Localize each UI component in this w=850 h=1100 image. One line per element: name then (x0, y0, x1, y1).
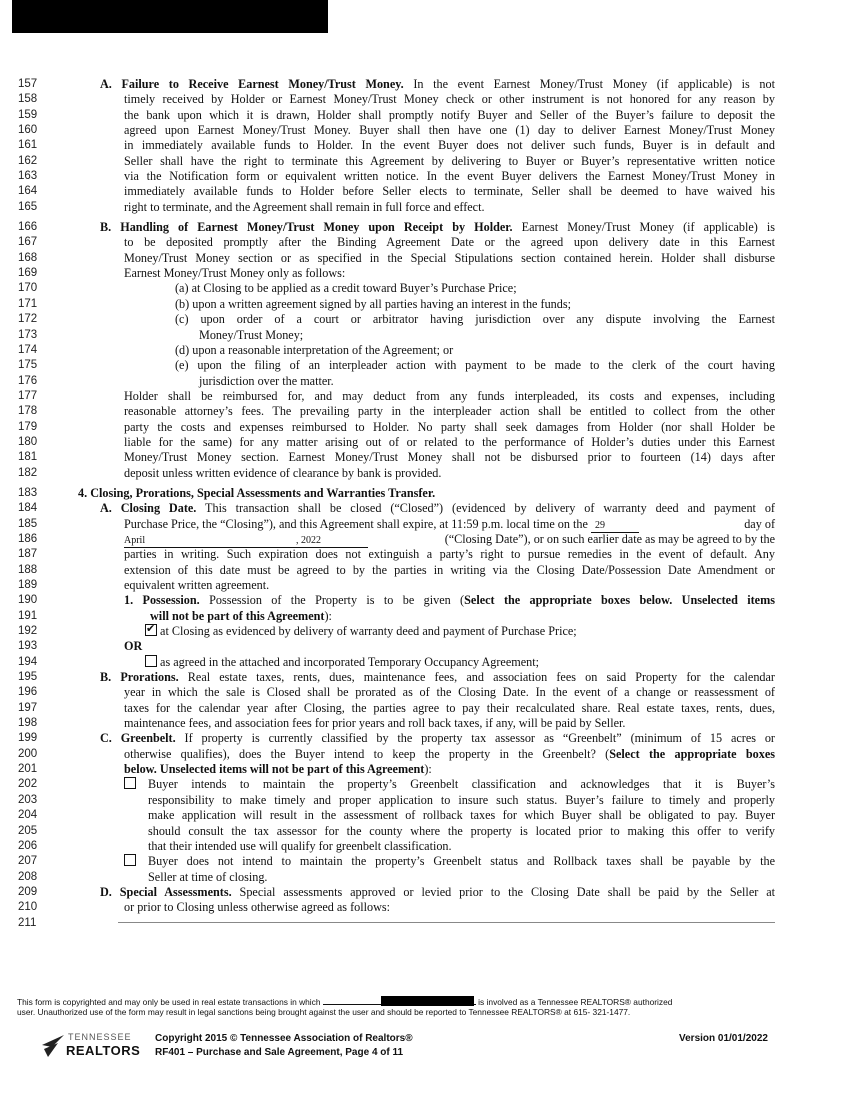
text-run: jurisdiction over the matter. (199, 373, 334, 388)
line-number: 186 (18, 532, 38, 545)
doc-line (0, 328, 850, 343)
line-text (124, 266, 775, 281)
line-number: 160 (18, 124, 38, 137)
line-text (175, 312, 775, 327)
text-run: (d) upon a reasonable interpretation of the Agreement; or (175, 342, 454, 357)
line-text (199, 374, 775, 389)
line-text (124, 747, 775, 762)
line-number: 158 (18, 93, 38, 106)
text-run: (a) at Closing to be applied as a credit toward Buyer’s Purchase Price; (175, 281, 517, 296)
line-number: 192 (18, 625, 38, 638)
doc-line (0, 609, 850, 624)
line-text (124, 420, 775, 435)
text-run: to be deposited promptly after the Binding Agreement Date or the agreed upon delivery date in this Earnest (124, 235, 775, 250)
doc-line (0, 854, 850, 869)
line-number: 195 (18, 671, 38, 684)
text-run: extension of this date must be agreed to by the parties in writing via the Closing Date/Possession Date Amendment or (124, 562, 775, 577)
doc-line (0, 900, 850, 915)
text-run: immediately available funds to Holder before Seller elects to terminate, Seller shall be deemed to have waived his (124, 184, 775, 199)
text-run: year in which the sale is Closed shall be prorated as of the Closing Date. In the event of a change or reassessment of (124, 685, 775, 700)
doc-line (0, 450, 850, 465)
line-number: 172 (18, 313, 38, 326)
doc-line (0, 77, 850, 92)
line-text (124, 235, 775, 250)
doc-line (0, 532, 850, 547)
doc-line (0, 138, 850, 153)
text-run: agreed upon Earnest Money/Trust Money. Buyer shall then have one (1) day to deliver Earnest Money/Trust Money (124, 123, 775, 138)
doc-line (0, 358, 850, 373)
doc-line (0, 885, 850, 900)
logo-text-top: TENNESSEE (68, 1032, 132, 1042)
line-number: 162 (18, 154, 38, 167)
line-text (124, 389, 775, 404)
line-text (145, 624, 775, 639)
line-number: 197 (18, 701, 38, 714)
text-run: Holder shall be reimbursed for, and may deduct from any funds interpleaded, its costs and expenses, including (124, 388, 775, 403)
line-text (124, 466, 775, 481)
doc-line (0, 184, 850, 199)
doc-line (0, 793, 850, 808)
line-text (124, 685, 775, 700)
line-text (100, 220, 775, 235)
line-number: 201 (18, 763, 38, 776)
closing-month-field[interactable]: April (124, 535, 296, 548)
special-assessments-field[interactable] (118, 922, 775, 923)
text-run: ): (324, 608, 332, 623)
text-run: (b) upon a written agreement signed by all parties having an interest in the funds; (175, 296, 571, 311)
text-run: day of (744, 516, 775, 531)
notice-text-2: is involved as a Tennessee REALTORS® authorized (478, 997, 673, 1007)
line-number: 196 (18, 686, 38, 699)
doc-line (0, 578, 850, 593)
section-heading: 4. Closing, Prorations, Special Assessments and Warranties Transfer. (78, 485, 436, 500)
text-run: taxes for the calendar year after Closing, the parties agree to pay their recalculated share. Real estate taxes, rents, dues, (124, 700, 775, 715)
doc-line (0, 297, 850, 312)
text-run: Purchase Price, the “Closing”), and this Agreement shall expire, at 11:59 p.m. local time on the (124, 516, 591, 531)
line-text (124, 92, 775, 107)
line-number: 167 (18, 236, 38, 249)
line-number: 190 (18, 594, 38, 607)
line-number: 183 (18, 486, 38, 499)
line-number: 175 (18, 359, 38, 372)
realtors-mark-icon (42, 1035, 64, 1057)
text-run: This transaction shall be closed (“Closed”) (evidenced by delivery of warranty deed and payment of (196, 501, 775, 516)
line-number: 185 (18, 517, 38, 530)
line-text (124, 547, 775, 562)
doc-line (0, 435, 850, 450)
line-number: 206 (18, 839, 38, 852)
line-text (100, 501, 775, 516)
doc-line (0, 266, 850, 281)
line-text (148, 808, 775, 823)
doc-line (0, 501, 850, 516)
line-text (124, 435, 775, 450)
line-number: 159 (18, 108, 38, 121)
text-run: Money/Trust Money section or as specified in the Special Stipulations section contained herein. Holder shall disburse (124, 250, 775, 265)
text-run: deposit unless written evidence of clearance by bank is provided. (124, 465, 442, 480)
greenbelt-not-maintain-checkbox[interactable] (124, 854, 136, 866)
line-number: 200 (18, 747, 38, 760)
line-text (199, 328, 775, 343)
line-text (124, 639, 775, 654)
bold-text: below. Unselected items will not be part of this Agreement (124, 762, 425, 777)
line-text (124, 154, 775, 169)
text-run: (e) upon the filing of an interpleader action with payment to be made to the clerk of the court having (175, 358, 775, 373)
redaction-bar (12, 0, 328, 33)
line-text (124, 108, 775, 123)
bold-text: will not be part of this Agreement (150, 608, 325, 623)
closing-year-field[interactable]: , 2022 (296, 535, 368, 548)
clause-heading: 1. Possession. (124, 593, 200, 608)
line-text (124, 517, 775, 533)
line-text (124, 169, 775, 184)
line-number: 188 (18, 563, 38, 576)
line-number: 203 (18, 793, 38, 806)
doc-line (0, 154, 850, 169)
line-text (150, 609, 775, 624)
text-run: maintenance fees, and association fees for prior years and roll back taxes, if any, will be paid by Seller. (124, 716, 626, 731)
doc-line (0, 839, 850, 854)
line-number: 170 (18, 282, 38, 295)
line-number: 177 (18, 389, 38, 402)
text-run: Money/Trust Money; (199, 327, 304, 342)
line-number: 157 (18, 78, 38, 90)
doc-line (0, 374, 850, 389)
text-run: reasonable attorney’s fees. The prevailing party in the interpleader action shall be entitled to collect from the other (124, 404, 775, 419)
line-text (124, 854, 775, 869)
line-number: 211 (18, 916, 37, 929)
logo-text-bottom: REALTORS (66, 1043, 141, 1058)
doc-line (0, 312, 850, 327)
possession-temp-occupancy-checkbox[interactable] (145, 655, 157, 667)
line-text (124, 563, 775, 578)
line-text (124, 200, 775, 215)
text-run: party the costs and expenses reimbursed to Holder. No party shall seek damages from Holder (nor shall Holder be (124, 419, 775, 434)
line-text (124, 138, 775, 153)
doc-line (0, 547, 850, 562)
line-text (124, 900, 775, 915)
doc-line (0, 716, 850, 731)
text-run: or prior to Closing unless otherwise agreed as follows: (124, 900, 391, 915)
line-number: 184 (18, 502, 38, 515)
line-text (175, 358, 775, 373)
line-text (124, 578, 775, 593)
doc-line (0, 777, 850, 792)
line-text (175, 343, 775, 358)
line-number: 169 (18, 267, 38, 280)
text-run: as agreed in the attached and incorporated Temporary Occupancy Agreement; (157, 654, 539, 669)
text-run: at Closing as evidenced by delivery of warranty deed and payment of Purchase Price; (157, 624, 577, 639)
bold-text: Select the appropriate boxes (609, 746, 775, 761)
line-number: 168 (18, 251, 38, 264)
line-number: 166 (18, 221, 38, 234)
line-text (124, 123, 775, 138)
text-run: in immediately available funds to Holder. In the event Buyer does not deliver such funds, Buyer is in default and (124, 138, 775, 153)
text-run: via the Notification form or equivalent written notice. In the event Buyer delivers the Earnest Money/Trust Money in (124, 169, 775, 184)
tennessee-realtors-logo (42, 1032, 142, 1066)
text-run: In the event Earnest Money/Trust Money (if applicable) is not (403, 77, 775, 91)
text-run: Possession of the Property is to be given ( (199, 593, 465, 608)
clause-heading: D. Special Assessments. (100, 884, 232, 899)
line-number: 194 (18, 655, 38, 668)
text-run: timely received by Holder or Earnest Money/Trust Money check or other instrument is not honored for any reason by (124, 92, 775, 107)
line-text (145, 655, 775, 670)
line-text (100, 670, 775, 685)
text-run: Buyer intends to maintain the property’s Greenbelt classification and acknowledges that it is Buyer’s (148, 777, 775, 792)
line-text (124, 701, 775, 716)
document-body (0, 77, 850, 931)
text-run: liable for the same) for any matter arising out of or related to the performance of Holder’s duties under this Earnest (124, 434, 775, 449)
doc-line (0, 389, 850, 404)
line-number: 210 (18, 901, 38, 914)
text-run: Special assessments approved or levied prior to the Closing Date shall be paid by the Seller at (231, 884, 775, 899)
clause-heading: B. Handling of Earnest Money/Trust Money upon Receipt by Holder. (100, 220, 513, 235)
text-run: right to terminate, and the Agreement shall remain in full force and effect. (124, 199, 485, 214)
line-number: 164 (18, 185, 38, 198)
doc-line (0, 916, 850, 931)
line-number: 198 (18, 717, 38, 730)
doc-line (0, 220, 850, 235)
line-text (100, 77, 775, 92)
bold-text: Select the appropriate boxes below. Unselected items (464, 593, 775, 608)
clause-heading: A. Closing Date. (100, 501, 197, 516)
line-number: 165 (18, 200, 38, 213)
line-text (124, 716, 775, 731)
line-number: 209 (18, 885, 38, 898)
doc-line (0, 655, 850, 670)
copyright-notice (17, 996, 837, 1017)
doc-line (0, 200, 850, 215)
line-number: 180 (18, 435, 38, 448)
line-text (100, 731, 775, 746)
line-text (124, 184, 775, 199)
text-run: ): (424, 762, 432, 777)
line-number: 189 (18, 579, 38, 591)
doc-line (0, 731, 850, 746)
form-page-label: RF401 – Purchase and Sale Agreement, Page 4 of 11 (155, 1047, 404, 1058)
greenbelt-maintain-checkbox[interactable] (124, 777, 136, 789)
line-number: 187 (18, 548, 38, 561)
notice-text-3: user. Unauthorized use of the form may result in legal sanctions being brought against the user and should be reported to Tennessee REALTORS® at 615- 321-1477. (17, 1007, 631, 1017)
doc-line (0, 108, 850, 123)
text-run: responsibility to make timely and proper application to insure such status. Buyer’s failure to timely and properly (148, 792, 775, 807)
line-text (124, 450, 775, 465)
clause-heading: C. Greenbelt. (100, 731, 176, 746)
doc-line (0, 670, 850, 685)
doc-line (0, 466, 850, 481)
doc-line (0, 251, 850, 266)
line-number: 179 (18, 420, 38, 433)
clause-heading: A. Failure to Receive Earnest Money/Trust Money. (100, 77, 404, 91)
doc-line (0, 870, 850, 885)
line-number: 193 (18, 640, 38, 653)
doc-line (0, 169, 850, 184)
line-text (100, 885, 775, 900)
line-text (148, 839, 775, 854)
text-run: otherwise qualifies), does the Buyer intend to keep the property in the Greenbelt? ( (124, 746, 610, 761)
text-run: parties in writing. Such expiration does not extinguish a party’s right to pursue remedies in the event of default. Any (124, 547, 775, 562)
line-number: 191 (18, 609, 38, 622)
doc-line (0, 123, 850, 138)
line-number: 204 (18, 809, 38, 822)
text-run: (c) upon order of a court or arbitrator having jurisdiction over any dispute involving the Earnest (175, 312, 775, 327)
line-number: 181 (18, 451, 38, 464)
line-text (148, 824, 775, 839)
closing-day-field[interactable]: 29 (591, 520, 639, 533)
doc-line (0, 420, 850, 435)
line-text (148, 793, 775, 808)
doc-line (0, 404, 850, 419)
text-run: equivalent written agreement. (124, 578, 270, 592)
line-text (124, 532, 775, 548)
line-number: 161 (18, 139, 38, 152)
text-run: Real estate taxes, rents, dues, maintenance fees, and association fees on said Property for the calendar (178, 670, 775, 685)
text-run: Money/Trust Money section. Earnest Money/Trust Money shall not be disbursed prior to fourteen (14) days after (124, 450, 775, 465)
line-text (175, 297, 775, 312)
text-run: the bank upon which it is drawn, Holder shall promptly notify Buyer and Seller of the Buyer’s failure to deposit the (124, 107, 775, 122)
copyright-line: Copyright 2015 © Tennessee Association of Realtors® (155, 1033, 413, 1044)
line-number: 202 (18, 778, 38, 791)
notice-text-1: This form is copyrighted and may only be used in real estate transactions in which (17, 997, 321, 1007)
doc-line (0, 343, 850, 358)
line-text (124, 404, 775, 419)
doc-line (0, 762, 850, 777)
or-label: OR (124, 639, 143, 654)
text-run: Buyer does not intend to maintain the property’s Greenbelt status and Rollback taxes shall be payable by the (148, 854, 775, 869)
line-number: 207 (18, 855, 38, 868)
doc-line (0, 593, 850, 608)
text-run: make application will result in the assessment of rollback taxes for which Buyer shall be obligated to pay. Buyer (148, 808, 775, 823)
doc-line (0, 747, 850, 762)
clause-heading: B. Prorations. (100, 670, 179, 685)
line-number: 173 (18, 328, 38, 341)
line-number: 205 (18, 824, 38, 837)
line-number: 163 (18, 170, 38, 183)
text-run: Earnest Money/Trust Money (if applicable) is (512, 220, 775, 235)
line-number: 178 (18, 405, 38, 418)
doc-line (0, 517, 850, 532)
text-run: that their intended use will qualify for greenbelt classification. (148, 838, 452, 853)
line-text (175, 281, 775, 296)
line-text (124, 777, 775, 792)
doc-line (0, 235, 850, 250)
doc-line (0, 639, 850, 654)
doc-line (0, 563, 850, 578)
line-number: 174 (18, 343, 38, 356)
text-run: If property is currently classified by the property tax assessor as “Greenbelt” (minimum of 15 acres or (175, 731, 775, 746)
line-text (124, 251, 775, 266)
line-number: 208 (18, 870, 38, 883)
text-run: Seller at time of closing. (148, 869, 268, 884)
doc-line (0, 808, 850, 823)
text-run: Earnest Money/Trust Money only as follows: (124, 266, 346, 281)
line-number: 199 (18, 732, 38, 745)
line-text (124, 593, 775, 608)
text-run: Seller shall have the right to terminate this Agreement by delivering to Buyer or Buyer’s representative written notice (124, 153, 775, 168)
text-run: (“Closing Date”), or on such earlier date as may be agreed to by the (444, 531, 775, 546)
line-text (124, 762, 775, 777)
doc-line (0, 701, 850, 716)
doc-line (0, 92, 850, 107)
possession-at-closing-checkbox[interactable] (145, 624, 157, 636)
line-number: 171 (18, 297, 38, 310)
line-number: 182 (18, 466, 38, 479)
doc-line (0, 281, 850, 296)
doc-line (0, 486, 850, 501)
redacted-brokerage (381, 996, 474, 1006)
line-text (78, 486, 775, 501)
line-number: 176 (18, 374, 38, 387)
doc-line (0, 824, 850, 839)
version-label: Version 01/01/2022 (679, 1033, 768, 1044)
doc-line (0, 685, 850, 700)
doc-line (0, 624, 850, 639)
line-text (148, 870, 775, 885)
text-run: should consult the tax assessor for the county where the property is located prior to making this offer to verify (148, 823, 775, 838)
